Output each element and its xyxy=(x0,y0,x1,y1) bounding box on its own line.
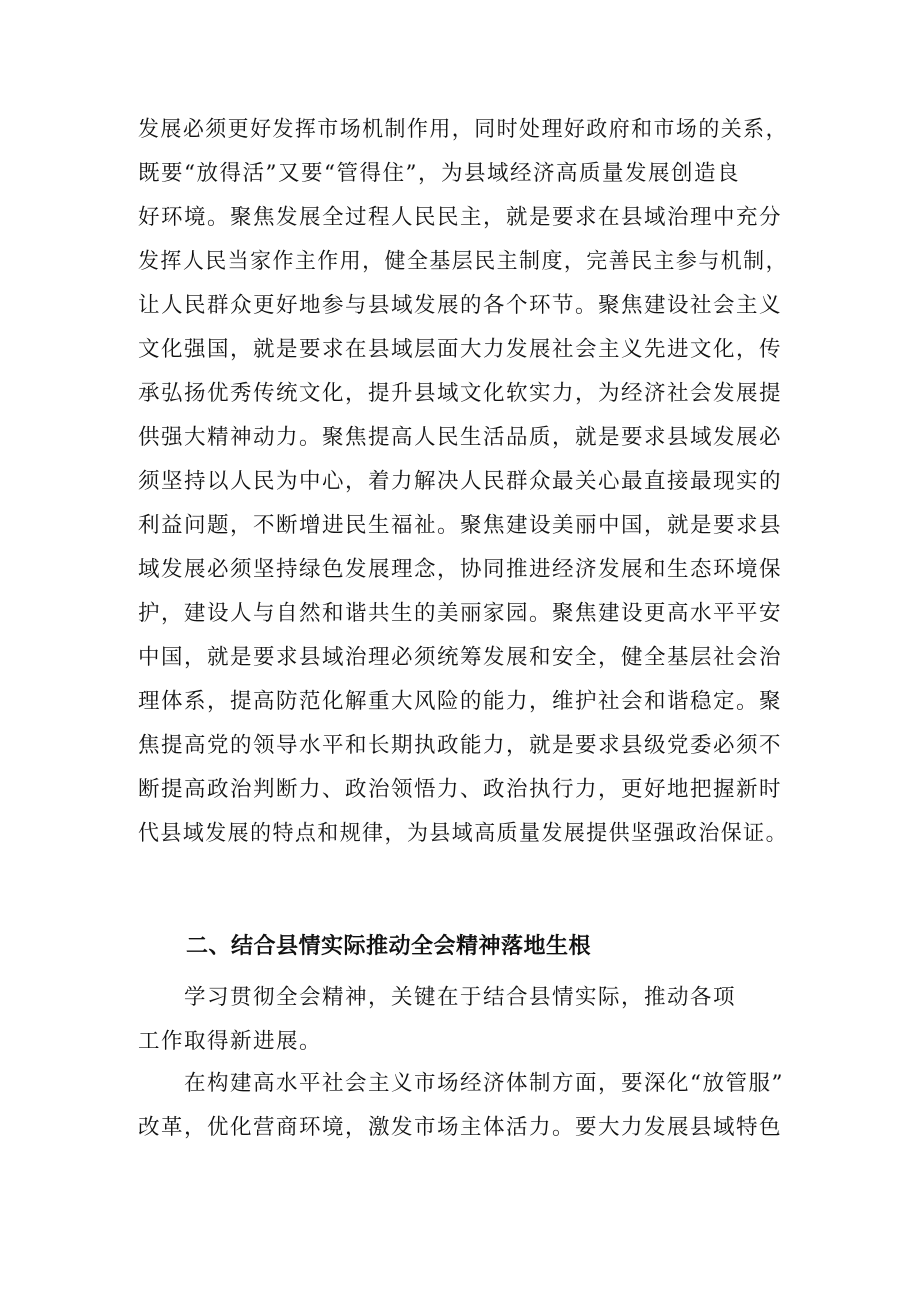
paragraph-line: 供强大精神动力。聚焦提高人民生活品质，就是要求县域发展必 xyxy=(138,425,783,450)
paragraph-line: 理体系，提高防范化解重大风险的能力，维护社会和谐稳定。聚 xyxy=(138,689,783,714)
paragraph-line: 焦提高党的领导水平和长期执政能力，就是要求县级党委必须不 xyxy=(138,733,783,758)
paragraph-line: 学习贯彻全会精神，关键在于结合县情实际，推动各项 xyxy=(184,985,737,1010)
section-heading: 二、结合县情实际推动全会精神落地生根 xyxy=(186,934,592,959)
paragraph-line: 承弘扬优秀传统文化，提升县域文化软实力，为经济社会发展提 xyxy=(138,381,783,406)
body-paragraph xyxy=(138,1062,788,1150)
paragraph-line: 利益问题，不断增进民生福祉。聚焦建设美丽中国，就是要求县 xyxy=(138,513,783,538)
paragraph-line: 好环境。聚焦发展全过程人民民主，就是要求在县域治理中充分 xyxy=(138,205,783,230)
paragraph-line: 域发展必须坚持绿色发展理念，协同推进经济发展和生态环境保 xyxy=(138,557,783,582)
paragraph-line: 发展必须更好发挥市场机制作用，同时处理好政府和市场的关系， xyxy=(138,117,788,142)
paragraph-line: 护，建设人与自然和谐共生的美丽家园。聚焦建设更高水平平安 xyxy=(138,601,783,626)
paragraph-line: 代县域发展的特点和规律，为县域高质量发展提供坚强政治保证。 xyxy=(138,821,788,846)
paragraph-line: 断提高政治判断力、政治领悟力、政治执行力，更好地把握新时 xyxy=(138,777,783,802)
paragraph-line: 文化强国，就是要求在县域层面大力发展社会主义先进文化，传 xyxy=(138,337,783,362)
paragraph-line: 中国，就是要求县域治理必须统筹发展和安全，健全基层社会治 xyxy=(138,645,783,670)
paragraph-line: 在构建高水平社会主义市场经济体制方面，要深化“放管服” xyxy=(184,1071,784,1096)
paragraph-line: 须坚持以人民为中心，着力解决人民群众最关心最直接最现实的 xyxy=(138,469,783,494)
paragraph-line: 既要“放得活”又要“管得住”，为县域经济高质量发展创造良 xyxy=(138,161,740,186)
body-paragraph xyxy=(138,108,788,856)
paragraph-line: 工作取得新进展。 xyxy=(138,1029,323,1054)
paragraph-line: 改革，优化营商环境，激发市场主体活力。要大力发展县域特色 xyxy=(138,1115,783,1140)
paragraph-line: 发挥人民当家作主作用，健全基层民主制度，完善民主参与机制， xyxy=(138,249,788,274)
paragraph-line: 让人民群众更好地参与县域发展的各个环节。聚焦建设社会主义 xyxy=(138,293,783,318)
body-paragraph xyxy=(138,976,788,1064)
